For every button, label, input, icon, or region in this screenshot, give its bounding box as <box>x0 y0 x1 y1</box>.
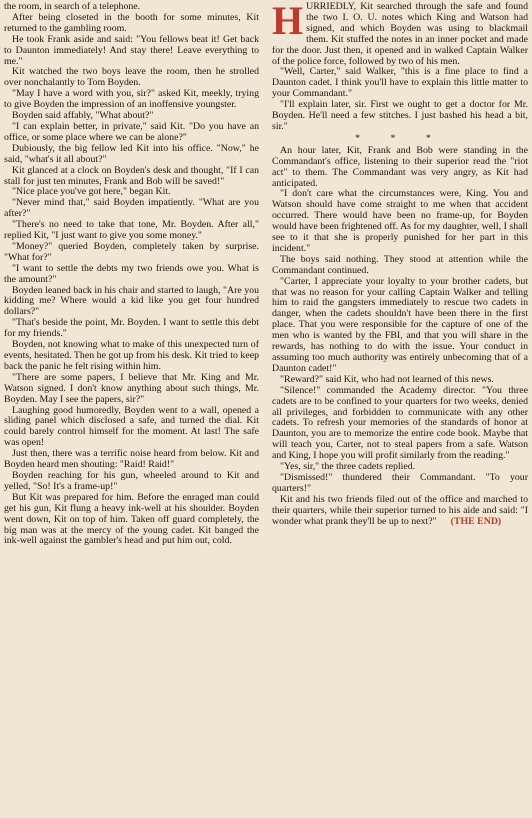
story-paragraph: "Well, Carter," said Walker, "this is a fine place to find a Daunton cadet. I think you'll have to explain this little matter to your Commandant." <box>272 66 528 100</box>
story-paragraph: Boyden reaching for his gun, wheeled around to Kit and yelled, "So! It's a frame-up!" <box>4 469 259 492</box>
story-paragraph: But Kit was prepared for him. Before the enraged man could get his gun, Kit flung a heavy ink-well at his shoulder. Boyden went down, Kit on top of him. Taken off guard completely, the big man was at the mercy of the young cadet. Kit banged the ink-well against the gambler's head and put him out, cold. <box>4 491 259 547</box>
scene-break-separator: * * * <box>355 132 445 144</box>
story-paragraph: "Silence!" commanded the Academy director. "You three cadets are to be confined to your quarters for two weeks, denied all privileges, and forbidden to communicate with any other cadets. To refresh your memories of the standards of honor at Daunton, you are to memorize the entire code book. Maybe that will teach you, Carter, not to steal papers from a safe. Watson and King, I hope you will profit similarly from the reading." <box>272 384 528 462</box>
story-paragraph: the room, in search of a telephone. <box>4 2 141 12</box>
left-text-column <box>4 2 259 816</box>
story-paragraph: "Carter, I appreciate your loyalty to your brother cadets, but that was no reason for your calling Captain Walker and telling him to raid the gangsters immediately to rescue two cadets in danger, when the cadets shouldn't have been there in the first place. That you were responsible for the capture of one of the men who is wanted by the FBI, and that you will share in the rewards, has nothing to do with the issue. Your conduct in assuming too much authority was entirely unbecoming that of a Daunton cadet!" <box>272 275 528 374</box>
story-paragraph: "Never mind that," said Boyden impatiently. "What are you after?" <box>4 197 259 220</box>
closing-paragraph-text: Kit and his two friends filed out of the office and marched to their quarters, while their superior turned to his aide and said: "I wonder what prank they'll be up to next?" <box>272 493 528 527</box>
story-paragraph: "Yes, sir," the three cadets replied. <box>280 461 416 473</box>
story-paragraph: "I can explain better, in private," said Kit. "Do you have an office, or some place where we can be alone?" <box>4 120 259 143</box>
story-paragraph: "Reward?" said Kit, who had not learned of this news. <box>280 373 494 385</box>
story-paragraph: The boys said nothing. They stood at attention while the Commandant continued. <box>272 253 528 276</box>
right-text-column <box>272 2 528 816</box>
story-paragraph: Kit glanced at a clock on Boyden's desk and thought, "If I can stall for just ten minutes, Frank and Bob will be saved!" <box>4 164 259 187</box>
story-paragraph: "I want to settle the debts my two friends owe you. What is the amount?" <box>4 262 259 285</box>
the-end-label: (THE END) <box>450 515 502 527</box>
story-paragraph: An hour later, Kit, Frank and Bob were standing in the Commandant's office, listening to their superior read the "riot act" to them. The Commandant was very angry, as Kit had anticipated. <box>272 144 528 189</box>
story-paragraph: "Dismissed!" thundered their Commandant. "To your quarters!" <box>272 471 528 494</box>
story-paragraph: "Money?" queried Boyden, completely taken by surprise. "What for?" <box>4 240 259 263</box>
story-paragraph: "Nice place you've got here," began Kit. <box>12 186 171 198</box>
story-paragraph: He took Frank aside and said: "You fellows beat it! Get back to Daunton immediately! And stay there! Leave everything to me." <box>4 33 259 67</box>
story-paragraph: Just then, there was a terrific noise heard from below. Kit and Boyden heard men shouting: "Raid! Raid!" <box>4 448 259 471</box>
drop-cap-letter: H <box>272 2 304 43</box>
opening-paragraph-text: URRIEDLY, Kit searched through the safe and found the two I. O. U. notes which King and Watson had signed, and which Boyden was using to blackmail them. Kit stuffed the notes in an inner pocket and made for the door. Just then, it opened and in walked Captain Walker of the police force, followed by two of his men. <box>272 2 528 67</box>
story-paragraph: "May I have a word with you, sir?" asked Kit, meekly, trying to give Boyden the impression of an inoffensive youngster. <box>4 88 259 111</box>
story-paragraph: "That's beside the point, Mr. Boyden. I want to settle this debt for my friends." <box>4 317 259 340</box>
story-paragraph: Dubiously, the big fellow led Kit into his office. "Now," he said, "what's it all about?" <box>4 142 259 165</box>
story-paragraph: Boyden said affably, "What about?" <box>12 110 154 122</box>
story-paragraph: Boyden, not knowing what to make of this unexpected turn of events, hesitated. Then he got up from his desk. Kit tried to keep back the panic he felt rising within him. <box>4 339 259 372</box>
story-paragraph: "There are some papers, I believe that Mr. King and Mr. Watson signed. I don't know anything about such things, Mr. Boyden. May I see the papers, sir?" <box>4 371 259 405</box>
story-paragraph: "I'll explain later, sir. First we ought to get a doctor for Mr. Boyden. He'll need a few stitches. I just bashed his head a bit, sir." <box>272 99 528 132</box>
story-paragraph: "I don't care what the circumstances were, King. You and Watson should have come straight to me when that accident occurred. There would have been no frame-up, for Boyden would have been frightened off. As for my daughter, well, I shall see to it that she is properly punished for her part in this incident." <box>272 188 528 254</box>
closing-paragraph <box>272 495 528 528</box>
story-paragraph: Laughing good humoredly, Boyden went to a wall, opened a sliding panel which disclosed a safe, and turned the dial. Kit could barely control himself for the moment. At last! The safe was open! <box>4 404 259 449</box>
story-paragraph: Boyden leaned back in his chair and started to laugh, "Are you kidding me? Where would a kid like you get four hundred dollars?" <box>4 284 259 318</box>
story-paragraph: After being closeted in the booth for some minutes, Kit returned to the gambling room. <box>4 11 259 34</box>
story-paragraph: "There's no need to take that tone, Mr. Boyden. After all," replied Kit, "I just want to give you some money." <box>4 219 259 242</box>
opening-paragraph <box>272 2 528 67</box>
story-paragraph: Kit watched the two boys leave the room, then he strolled over nonchalantly to Tom Boyden. <box>4 66 259 89</box>
